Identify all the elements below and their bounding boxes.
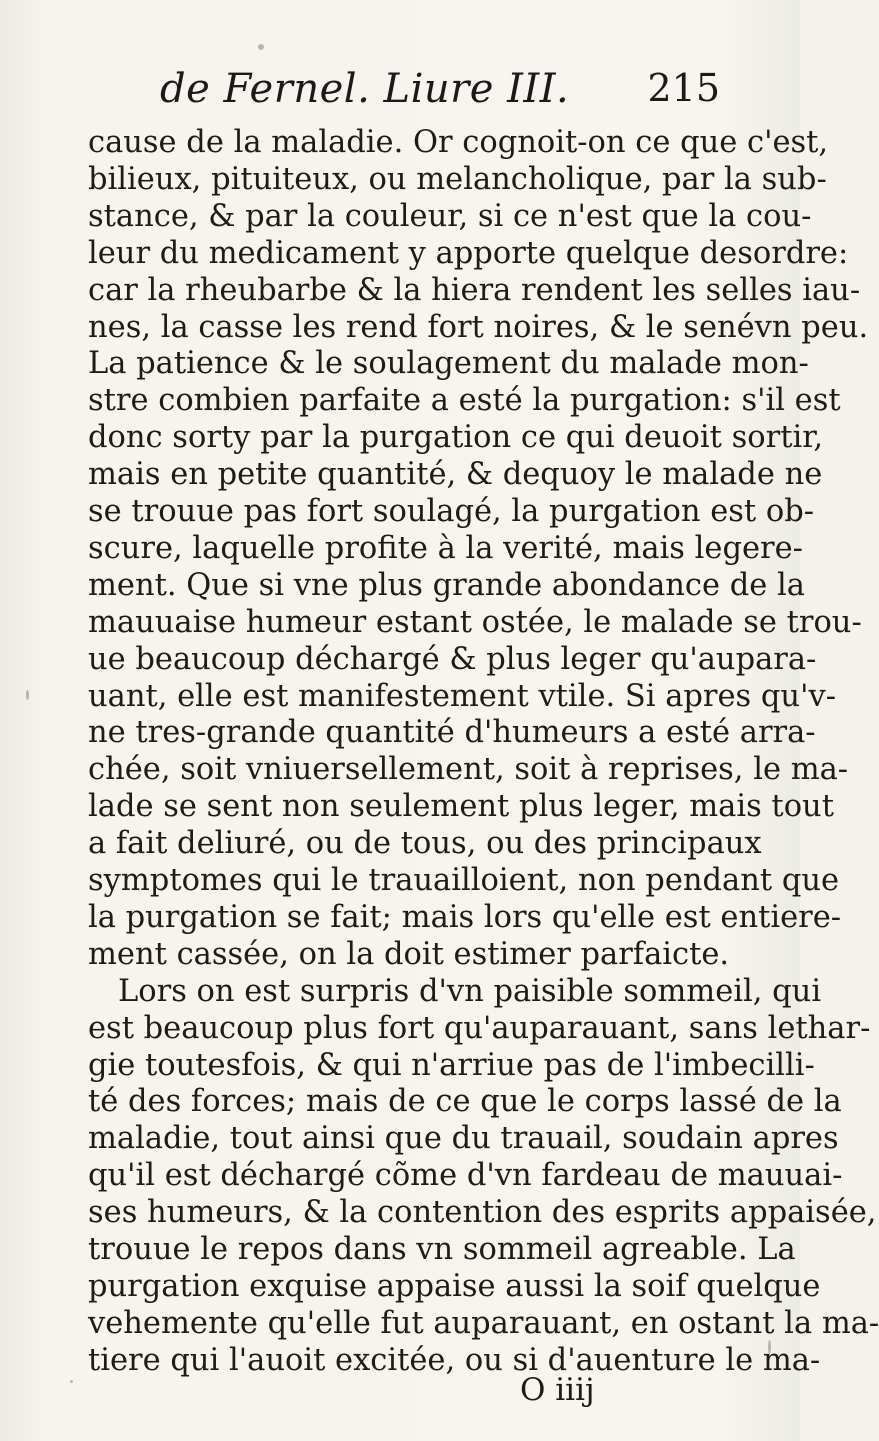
text-line: purgation exquise appaise aussi la soif quelque — [88, 1268, 821, 1304]
text-line: ne tres-grande quantité d'humeurs a esté arra- — [88, 715, 816, 751]
catchword: O iiij — [520, 1372, 595, 1408]
text-line: ue beaucoup déchargé & plus leger qu'aupara- — [88, 641, 817, 677]
page-number: 215 — [647, 66, 720, 110]
text-line: té des forces; mais de ce que le corps lassé de la — [88, 1084, 842, 1120]
text-line: donc sorty par la purgation ce qui deuoit sortir, — [88, 420, 824, 456]
text-line: maladie, tout ainsi que du trauail, soudain apres — [88, 1121, 839, 1157]
text-line: trouue le repos dans vn sommeil agreable. La — [88, 1232, 796, 1267]
text-line: lade se sent non seulement plus leger, mais tout — [88, 789, 834, 825]
text-line: vehemente qu'elle fut auparauant, en ostant la ma- — [88, 1305, 879, 1341]
text-line: stance, & par la couleur, si ce n'est que la cou- — [88, 198, 812, 234]
text-line: uant, elle est manifestement vtile. Si apres qu'v- — [88, 678, 836, 714]
text-line: a fait deliuré, ou de tous, ou des principaux — [88, 826, 762, 862]
text-line: est beaucoup plus fort qu'auparauant, sans lethar- — [88, 1010, 871, 1046]
text-line: gie toutesfois, & qui n'arriue pas de l'imbecilli- — [88, 1047, 815, 1083]
running-title: de Fernel. Liure III. — [160, 66, 570, 112]
text-line: cause de la maladie. Or cognoit-on ce que c'est, — [88, 125, 829, 160]
text-line: stre combien parfaite a esté la purgation: s'il est — [88, 383, 841, 419]
text-line: Lors on est surpris d'vn paisible sommeil, qui — [118, 973, 822, 1009]
text-line: car la rheubarbe & la hiera rendent les selles iau- — [88, 272, 861, 308]
text-line: qu'il est déchargé cõme d'vn fardeau de mauuai- — [88, 1158, 843, 1194]
text-line: chée, soit vniuersellement, soit à reprises, le ma- — [88, 752, 849, 788]
text-line: leur du medicament y apporte quelque desordre: — [88, 235, 849, 271]
text-line: La patience & le soulagement du malade mon- — [88, 346, 809, 382]
text-line: scure, laquelle profite à la verité, mais legere- — [88, 530, 803, 566]
text-line: symptomes qui le trauailloient, non pendant que — [88, 863, 840, 898]
text-line: se trouue pas fort soulagé, la purgation est ob- — [88, 494, 815, 529]
text-line: tiere qui l'auoit excitée, ou si d'auenture le ma- — [88, 1342, 821, 1378]
text-line: ses humeurs, & la contention des esprits appaisée, — [88, 1195, 877, 1231]
text-line: nes, la casse les rend fort noires, & le senévn peu. — [88, 309, 869, 345]
text-line: mauuaise humeur estant ostée, le malade se trou- — [88, 604, 862, 640]
text-line: bilieux, pituiteux, ou melancholique, par la sub- — [88, 161, 827, 197]
text-line: ment cassée, on la doit estimer parfaicte. — [88, 936, 730, 972]
text-line: ment. Que si vne plus grande abondance de la — [88, 567, 805, 603]
text-line: mais en petite quantité, & dequoy le malade ne — [88, 457, 823, 493]
text-line: la purgation se fait; mais lors qu'elle est entiere- — [88, 899, 842, 935]
